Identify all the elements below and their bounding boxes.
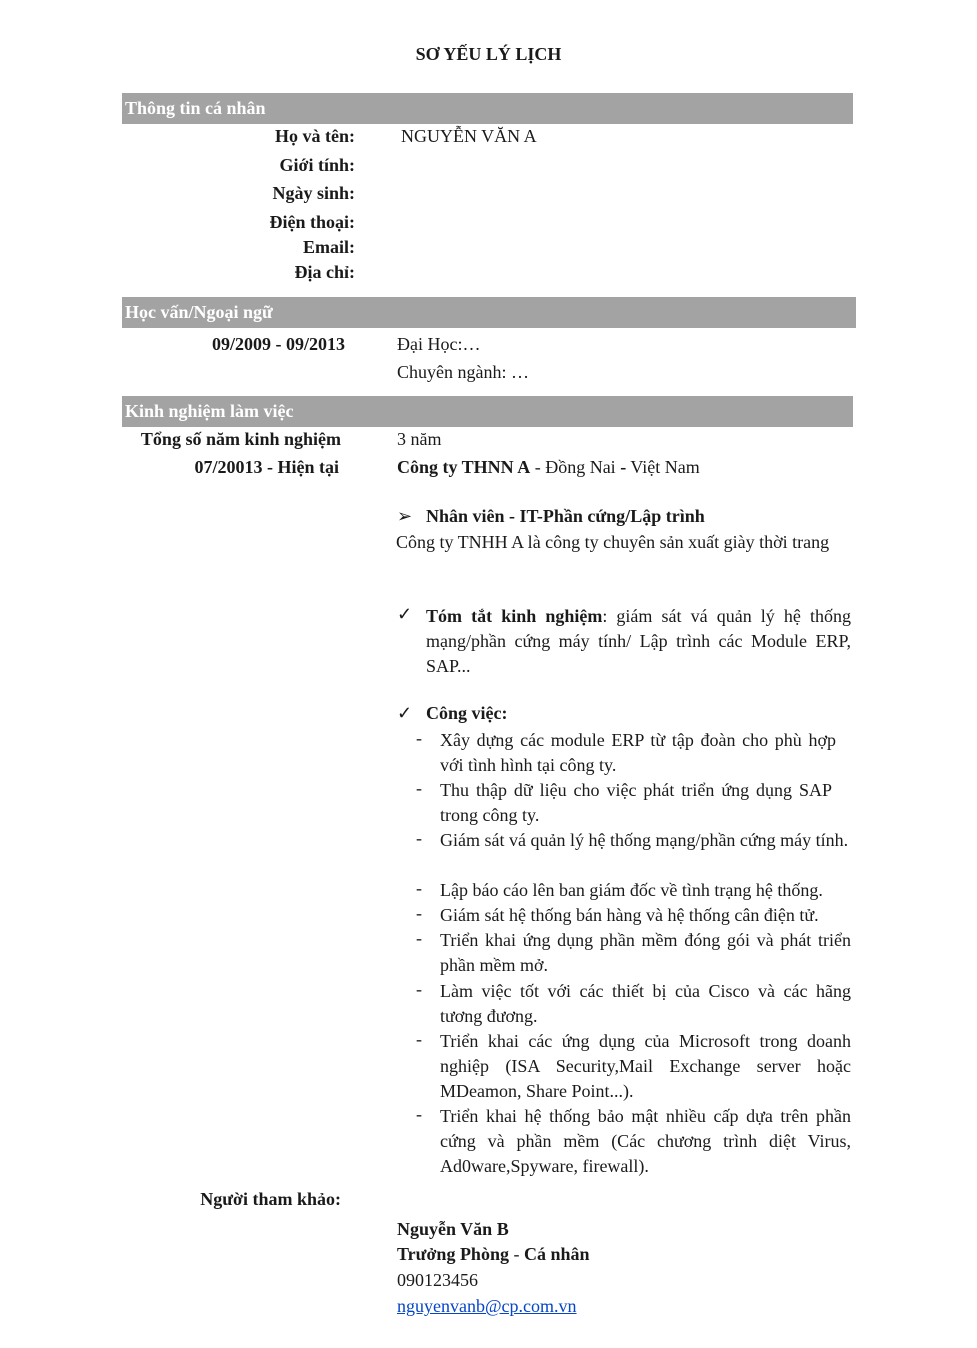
company-line: [397, 457, 700, 478]
company-name: Công ty THNN A: [397, 457, 531, 477]
reference-phone: 090123456: [397, 1270, 478, 1290]
name-value: NGUYỄN VĂN A: [401, 126, 537, 146]
task-item: Làm việc tốt với các thiết bị của Cisco và các hãng tương đương.: [440, 981, 851, 1026]
arrow-bullet-icon: ➢: [397, 506, 413, 526]
section-header-personal: Thông tin cá nhân: [122, 93, 853, 124]
summary-label: Tóm tắt kinh nghiệm: [426, 606, 603, 626]
position-title: Nhân viên - IT-Phần cứng/Lập trình: [426, 506, 705, 526]
reference-name: Nguyễn Văn B: [397, 1219, 509, 1239]
dash-bullet-icon: -: [416, 979, 422, 999]
task-item: Thu thập dữ liệu cho việc phát triển ứng dụng SAP trong công ty.: [440, 780, 832, 825]
reference-title: [397, 1244, 590, 1265]
task-item: Giám sát hệ thống bán hàng và hệ thống cân điện tử.: [440, 905, 819, 925]
checkmark-icon: ✓: [397, 604, 413, 624]
reference-title-sep: -: [508, 1244, 524, 1264]
summary-text: : giám sát vá quản lý hệ thống mạng/phần cứng máy tính/ Lập trình các Module ERP, SAP...: [426, 606, 851, 676]
reference-title-part2: Cá nhân: [523, 1244, 590, 1264]
education-major: Chuyên ngành: …: [397, 362, 529, 382]
task-item: Triển khai các ứng dụng của Microsoft trong doanh nghiệp (ISA Security,Mail Exchange server hoặc MDeamon, Share Point...).: [440, 1031, 851, 1101]
name-label: Họ và tên:: [275, 126, 355, 146]
tasks-label: Công việc:: [426, 703, 508, 723]
education-period: 09/2009 - 09/2013: [212, 334, 345, 354]
task-item: Lập báo cáo lên ban giám đốc về tình trạng hệ thống.: [440, 880, 823, 900]
task-item: Xây dựng các module ERP từ tập đoàn cho phù hợp với tình hình tại công ty.: [440, 730, 836, 775]
experience-total-label: Tổng số năm kinh nghiệm: [140, 429, 341, 449]
task-item: Triển khai ứng dụng phần mềm đóng gói và phát triển phần mềm mở.: [440, 930, 851, 975]
task-item: Giám sát vá quản lý hệ thống mạng/phần cứng máy tính.: [440, 830, 849, 850]
dash-bullet-icon: -: [416, 1104, 422, 1124]
company-location: - Đồng Nai: [530, 457, 621, 477]
page-title: SƠ YẾU LÝ LỊCH: [415, 44, 562, 64]
dash-bullet-icon: -: [416, 828, 422, 848]
education-school: Đại Học:…: [397, 334, 481, 354]
reference-email-link[interactable]: nguyenvanb@cp.com.vn: [397, 1296, 577, 1316]
task-item: Triển khai hệ thống bảo mật nhiều cấp dựa trên phần cứng và phần mềm (Các chương trình diệt Virus, Ad0ware,Spyware, firewall).: [440, 1106, 851, 1176]
phone-label: Điện thoại:: [269, 212, 355, 232]
address-label: Địa chỉ:: [294, 262, 355, 282]
section-header-education: Học vấn/Ngoại ngữ: [122, 297, 856, 328]
dash-bullet-icon: -: [416, 903, 422, 923]
company-country: Việt Nam: [626, 457, 700, 477]
experience-period: 07/20013 - Hiện tại: [194, 457, 339, 477]
gender-label: Giới tính:: [279, 155, 355, 175]
company-separator: -: [620, 457, 627, 477]
dash-bullet-icon: -: [416, 878, 422, 898]
dash-bullet-icon: -: [416, 728, 422, 748]
reference-label: Người tham khảo:: [200, 1189, 341, 1209]
dash-bullet-icon: -: [416, 1029, 422, 1049]
dob-label: Ngày sinh:: [272, 183, 355, 203]
experience-total-value: 3 năm: [397, 429, 442, 449]
summary-paragraph: [426, 604, 851, 679]
dash-bullet-icon: -: [416, 778, 422, 798]
section-header-experience: Kinh nghiệm làm việc: [122, 396, 853, 427]
email-label: Email:: [303, 237, 355, 257]
checkmark-icon: ✓: [397, 703, 413, 723]
reference-title-part1: Trưởng Phòng: [397, 1244, 509, 1264]
company-description: Công ty TNHH A là công ty chuyên sản xuất giày thời trang: [396, 532, 830, 552]
dash-bullet-icon: -: [416, 928, 422, 948]
